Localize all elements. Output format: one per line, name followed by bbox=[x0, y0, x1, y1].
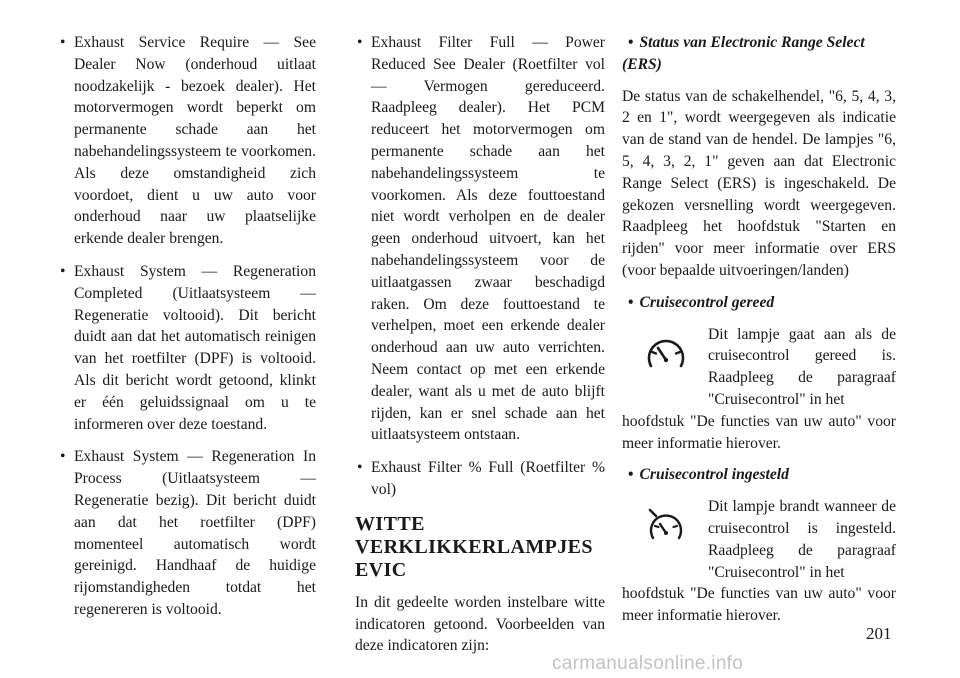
section-intro: In dit gedeelte worden instelbare witte indicatoren getoond. Voorbeelden van deze indicatoren zijn: bbox=[355, 593, 605, 655]
cruise-ready-subheading bbox=[622, 292, 896, 314]
column-right bbox=[622, 32, 896, 637]
ers-paragraph: De status van de schakelhendel, "6, 5, 4, 3, 2 en 1", wordt weergegeven als indicatie van de stand van de hendel. De lampjes "6, 5, 4, 3, 2, 1" geven aan dat Electronic Range Select (ERS) is ingeschakeld. De gekozen versnelling wordt weergegeven. Raadpleeg het hoofdstuk "Starten en rijden" voor meer informatie over ERS (voor bepaalde uitvoeringen/landen) bbox=[622, 87, 896, 279]
bullet-dot: • bbox=[628, 466, 634, 484]
column-middle bbox=[355, 32, 605, 667]
bullet-dot: • bbox=[628, 34, 634, 51]
cruise-set-block bbox=[622, 496, 896, 583]
watermark: carmanualsonline.info bbox=[552, 653, 744, 674]
list-item: • Exhaust System — Regeneration In Process (Uitlaatsysteem — Regeneratie bezig). Dit bericht duidt aan dat het roetfilter (DPF) momenteel automatisch wordt gereinigd. Handhaaf de huidige rijomstandigheden totdat het regenereren is voltooid. bbox=[58, 446, 316, 620]
cruise-ready-title: Cruisecontrol gereed bbox=[639, 293, 775, 311]
list-item: • Exhaust Service Require — See Dealer Now (onderhoud uitlaat noodzakelijk - bezoek dealer). Het motorvermogen wordt beperkt om permanente schade aan het nabehandelingssysteem te voorkomen. Als deze omstandigheid zich voordoet, dient u uw auto voor onderhoud naar uw plaatselijke erkende dealer brengen. bbox=[58, 32, 316, 250]
bullet-dot: • bbox=[628, 293, 634, 311]
cruise-ready-paragraph: Dit lampje gaat aan als de cruisecontrol gereed is. Raadpleeg de paragraaf "Cruisecontrol" in het bbox=[708, 325, 896, 408]
ers-title: Status van Electronic Range Select (ERS) bbox=[622, 34, 865, 73]
message-list bbox=[355, 32, 605, 501]
page-number: 201 bbox=[866, 624, 892, 643]
list-item: • Exhaust Filter % Full (Roetfilter % vol) bbox=[355, 457, 605, 501]
cruise-ready-continuation: hoofdstuk "De functies van uw auto" voor meer informatie hierover. bbox=[622, 412, 896, 452]
ers-subheading bbox=[622, 32, 896, 76]
cruise-set-paragraph: Dit lampje brandt wanneer de cruisecontrol is ingesteld. Raadpleeg de paragraaf "Cruisecontrol" in het bbox=[708, 498, 896, 581]
speedometer-set-icon bbox=[642, 502, 690, 550]
speedometer-icon bbox=[642, 330, 690, 378]
message-list bbox=[58, 32, 316, 621]
list-item: • Exhaust Filter Full — Power Reduced See Dealer (Roetfilter vol — Vermogen gereduceerd. Raadpleeg dealer). Het PCM reduceert het motorvermogen om permanente schade aan het nabehandelingssysteem te voorkomen. Als deze fouttoestand niet wordt verholpen en de dealer geen onderhoud uitvoert, kan het nabehandelingssysteem voor de uitlaatgassen zwaar beschadigd raken. Om deze fouttoestand te verhelpen, moet een erkende dealer onderhoud aan uw auto verrichten. Neem contact op met een erkende dealer, want als u met de auto blijft rijden, kan er snel schade aan het uitlaatsysteem ontstaan. bbox=[355, 32, 605, 446]
cruise-set-subheading bbox=[622, 464, 896, 486]
cruise-set-title: Cruisecontrol ingesteld bbox=[639, 466, 789, 484]
column-left bbox=[58, 32, 316, 632]
section-heading: WITTE VERKLIKKERLAMPJES EVIC bbox=[355, 512, 593, 581]
list-item: • Exhaust System — Regeneration Completed (Uitlaatsysteem — Regeneratie voltooid). Dit bericht duidt aan dat het automatisch reinigen van het roetfilter (DPF) is voltooid. Als dit bericht wordt getoond, klinkt er één geluidssignaal om u te informeren over deze toestand. bbox=[58, 261, 316, 435]
cruise-set-continuation: hoofdstuk "De functies van uw auto" voor meer informatie hierover. bbox=[622, 585, 896, 625]
cruise-ready-block bbox=[622, 324, 896, 411]
